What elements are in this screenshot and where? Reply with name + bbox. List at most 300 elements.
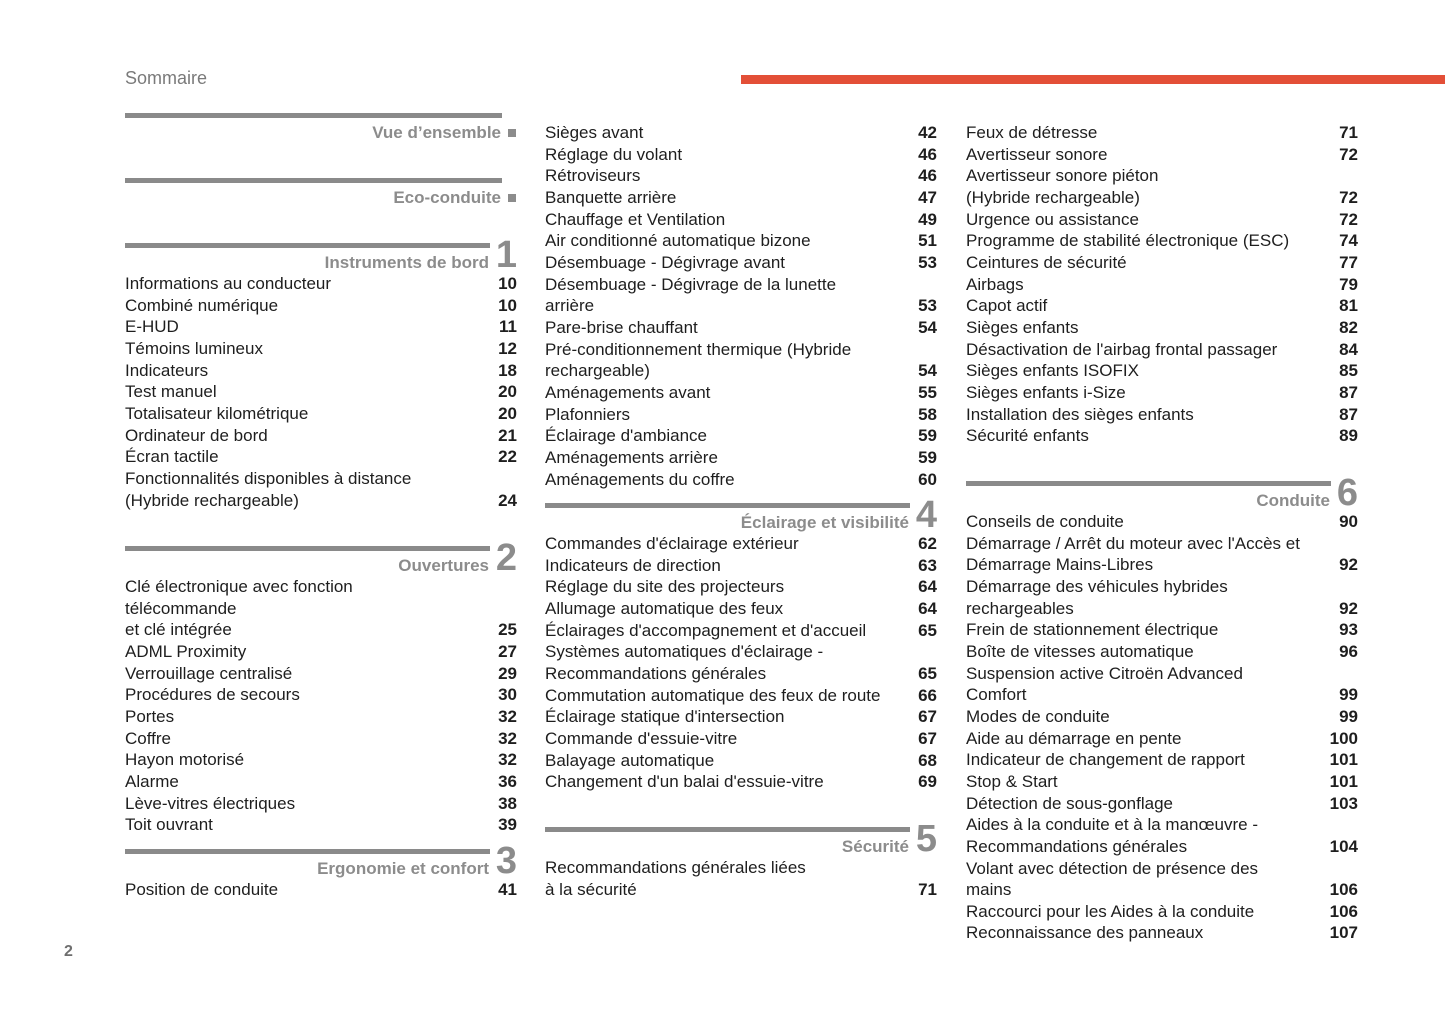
toc-entry[interactable] [545,533,937,555]
toc-entry[interactable] [966,814,1358,857]
toc-entry-line: Hayon motorisé [125,750,245,770]
entries [125,576,517,836]
toc-entry[interactable] [966,576,1358,619]
toc-entry-line: Position de conduite [125,880,279,899]
toc-entry[interactable] [125,316,517,338]
square-bullet-icon [508,194,516,202]
toc-entry-line: Commande d'essuie-vitre [545,728,738,748]
toc-entry[interactable] [545,187,937,209]
toc-entry[interactable] [966,901,1358,923]
toc-entry-line: E-HUD [125,317,179,337]
toc-entry-page: 10 [498,274,517,293]
toc-entry-label [545,339,937,382]
toc-entry-page: 92 [1339,555,1358,575]
toc-entry-line: Coffre [125,728,171,748]
toc-entry[interactable] [125,663,517,685]
toc-entry[interactable] [545,771,937,793]
toc-entry-page: 71 [1339,123,1358,142]
toc-entry-line: Aménagements du coffre [545,469,735,489]
toc-entry-page: 85 [1339,361,1358,381]
toc-entry-page: 10 [498,295,517,315]
toc-entry-line: Toit ouvrant [125,815,213,835]
toc-entry[interactable] [966,922,1358,944]
toc-entry[interactable] [966,728,1358,750]
toc-entry[interactable] [545,706,937,728]
toc-entry-label [966,252,1358,274]
toc-entry-label [545,144,937,166]
toc-entry-label [966,793,1358,815]
toc-entry-label [545,533,937,555]
toc-entry[interactable] [966,793,1358,815]
toc-entry[interactable] [545,382,937,404]
toc-entry-line: Combiné numérique [125,295,279,315]
toc-entry[interactable] [545,122,937,144]
toc-entry-line: Commutation automatique des feux de route [545,685,881,705]
toc-entry-line: Témoins lumineux [125,338,263,358]
toc-entry[interactable] [125,749,517,771]
toc-entry[interactable] [545,598,937,620]
toc-entry-label [545,404,937,426]
toc-entry-line: Avertisseur sonore piéton [966,166,1159,186]
toc-entry-label [125,338,517,360]
toc-entry-label [966,317,1358,339]
toc-entry[interactable] [545,857,937,900]
toc-entry-line: Réglage du site des projecteurs [545,577,785,597]
toc-entry-line: Rétroviseurs [545,166,641,186]
toc-entry[interactable] [545,339,937,382]
toc-entry-line: Procédures de secours [125,685,300,705]
toc-entry-line: Aménagements arrière [545,447,718,467]
toc-entry-label [125,706,517,728]
toc-entry[interactable] [125,814,517,836]
toc-entry-line: Indicateur de changement de rapport [966,750,1245,770]
toc-entry-page: 20 [498,382,517,402]
toc-entry-label [125,446,517,468]
toc-entry-page: 69 [918,772,937,792]
toc-entry-page: 53 [918,296,937,316]
toc-entry-label [966,641,1358,663]
toc-entry[interactable] [966,230,1358,252]
toc-entry[interactable] [125,360,517,382]
toc-entry-line: Sièges enfants ISOFIX [966,361,1139,381]
toc-entry-label [966,230,1358,252]
toc-entry[interactable] [966,404,1358,426]
section-rule [125,849,490,854]
toc-entry-line: Démarrage Mains-Libres [966,555,1154,575]
toc-entry-page: 27 [498,641,517,661]
toc-entry-label [125,425,517,447]
toc-entry-label [545,620,937,642]
toc-entry-page: 77 [1339,252,1358,272]
toc-entry-page: 99 [1339,706,1358,726]
entries [125,879,517,901]
toc-entry-label [545,771,937,793]
toc-entry-page: 72 [1339,144,1358,164]
toc-entry[interactable] [125,879,517,901]
toc-entry-label [966,814,1358,857]
toc-entry[interactable] [545,447,937,469]
toc-entry[interactable] [125,706,517,728]
toc-entry-page: 46 [918,144,937,164]
toc-entry-line: Ceintures de sécurité [966,252,1127,272]
toc-entry-line: Airbags [966,274,1024,294]
toc-entry[interactable] [966,858,1358,901]
toc-entry-label [966,425,1358,447]
toc-entry-line: Pré-conditionnement thermique (Hybride [545,339,852,359]
toc-entry-line: Capot actif [966,296,1048,316]
toc-entry-label [545,447,937,469]
toc-entry-line: Totalisateur kilométrique [125,403,309,423]
toc-entry-page: 30 [498,685,517,705]
toc-entry-line: Boîte de vitesses automatique [966,641,1194,661]
toc-entry-line: Informations au conducteur [125,274,332,293]
toc-entry-label [125,403,517,425]
toc-entry-label [125,814,517,836]
section-number: 1 [495,234,517,276]
section-header-eco-conduite[interactable] [125,178,517,218]
toc-entry[interactable] [545,317,937,339]
entries [545,533,937,793]
toc-entry-label [545,555,937,577]
toc-entry-page: 103 [1329,793,1358,813]
toc-entry[interactable] [966,339,1358,361]
toc-entry-line: Pare-brise chauffant [545,317,698,337]
toc-entry-line: Programme de stabilité électronique (ESC) [966,231,1290,251]
toc-entry-line: Volant avec détection de présence des mains [966,858,1259,900]
toc-entry[interactable] [966,382,1358,404]
toc-entry-label [125,728,517,750]
toc-entry[interactable] [125,728,517,750]
toc-entry[interactable] [545,728,937,750]
toc-entry[interactable] [966,619,1358,641]
toc-entry[interactable] [966,317,1358,339]
toc-entry-page: 38 [498,793,517,813]
toc-entry[interactable] [545,620,937,642]
section-number: 6 [1336,472,1358,514]
toc-entry-label [125,663,517,685]
toc-entry-page: 99 [1339,685,1358,705]
toc-entry[interactable] [966,511,1358,533]
toc-entry[interactable] [545,641,937,684]
toc-entry-line: Modes de conduite [966,706,1110,726]
toc-entry-page: 29 [498,663,517,683]
toc-entry-label [125,793,517,815]
toc-entry[interactable] [125,273,517,295]
toc-entry-line: Recommandations générales [545,663,767,683]
page-number: 2 [64,943,73,960]
toc-entry-page: 101 [1329,771,1358,791]
toc-entry-page: 67 [918,728,937,748]
toc-entry-label [966,749,1358,771]
section-rule [545,827,910,832]
toc-entry-line: Aide au démarrage en pente [966,728,1182,748]
toc-entry-line: Portes [125,706,175,726]
toc-entry[interactable] [545,685,937,707]
toc-entry[interactable] [966,295,1358,317]
toc-entry-line: Aides à la conduite et à la manœuvre - [966,815,1258,835]
toc-entry-page: 87 [1339,382,1358,402]
toc-entry-line: Indicateurs de direction [545,555,721,575]
toc-entry-page: 82 [1339,317,1358,337]
toc-entry-page: 71 [918,879,937,899]
entries [545,122,937,490]
toc-entry-page: 54 [918,361,937,381]
toc-entry-line: (Hybride rechargeable) [125,490,299,510]
toc-entry-page: 101 [1329,750,1358,770]
toc-entry-label [966,360,1358,382]
toc-entry[interactable] [125,446,517,468]
toc-entry-page: 55 [918,382,937,402]
toc-entry-page: 64 [918,577,937,597]
toc-entry-page: 96 [1339,641,1358,661]
toc-entry-label [545,469,937,491]
toc-entry[interactable] [125,425,517,447]
toc-entry-line: Avertisseur sonore [966,144,1108,164]
section-number: 3 [495,840,517,882]
toc-entry-page: 51 [918,231,937,251]
toc-entry[interactable] [125,468,517,511]
toc-entry-page: 46 [918,166,937,186]
toc-entry-label [966,771,1358,793]
toc-entry-label [966,339,1358,361]
toc-entry-line: Sièges avant [545,123,644,142]
toc-entry-page: 59 [918,447,937,467]
toc-entry[interactable] [545,252,937,274]
toc-entry-label [545,122,937,144]
section-title: Vue d’ensemble [372,123,501,142]
toc-entry-page: 65 [918,620,937,640]
section-title: Conduite [1256,491,1330,510]
section-title: Ergonomie et confort [317,859,489,878]
toc-entry-line: et clé intégrée [125,620,232,640]
toc-entry[interactable] [545,230,937,252]
toc-entry-page: 47 [918,187,937,207]
toc-entry-label [545,728,937,750]
toc-entry-label [125,360,517,382]
page-title: Sommaire [125,68,208,88]
toc-entry-line: Raccourci pour les Aides à la conduite [966,901,1255,921]
toc-entry-line: Recommandations générales [966,836,1188,856]
toc-entry-page: 36 [498,771,517,791]
toc-entry-line: Verrouillage centralisé [125,663,293,683]
toc-entry[interactable] [545,425,937,447]
toc-entry-label [545,425,937,447]
toc-entry-page: 21 [498,425,517,445]
toc-entry-label [545,165,937,187]
toc-entry[interactable] [125,684,517,706]
toc-entry[interactable] [125,793,517,815]
toc-entry[interactable] [545,750,937,772]
section-title: Sécurité [841,837,909,856]
toc-entry-label [966,382,1358,404]
section-title: Ouvertures [398,556,489,575]
toc-entry[interactable] [966,122,1358,144]
section-number: 4 [915,494,937,536]
toc-entry-page: 11 [499,317,517,337]
toc-entry-line: Installation des sièges enfants [966,404,1194,424]
toc-entry-page: 93 [1339,620,1358,640]
toc-entry-label [125,381,517,403]
toc-entry-line: Lève-vitres électriques [125,793,296,813]
toc-entry-line: Commandes d'éclairage extérieur [545,534,799,553]
toc-entry-label [125,641,517,663]
section-title: Eco-conduite [393,188,501,207]
toc-entry-line: Reconnaissance des panneaux [966,923,1204,943]
toc-entry[interactable] [966,360,1358,382]
toc-entry-line: Conseils de conduite [966,512,1124,531]
toc-entry-line: Éclairages d'accompagnement et d'accueil [545,620,867,640]
toc-entry-line: Chauffage et Ventilation [545,209,726,229]
toc-entry[interactable] [125,576,517,641]
toc-entry-page: 107 [1329,923,1358,943]
toc-entry-page: 67 [918,707,937,727]
toc-entry[interactable] [125,403,517,425]
toc-entry-page: 20 [498,403,517,423]
toc-entry-page: 89 [1339,426,1358,446]
section-title: Instruments de bord [324,253,489,272]
toc-entry-line: Urgence ou assistance [966,209,1139,229]
section-rule [966,481,1331,486]
toc-entry-line: Sécurité enfants [966,426,1089,446]
toc-entry-label [966,901,1358,923]
toc-entry-line: Feux de détresse [966,123,1098,142]
toc-entry-page: 62 [918,534,937,553]
toc-entry[interactable] [966,663,1358,706]
toc-entry-page: 90 [1339,512,1358,531]
section-rule [125,178,502,183]
section-title: Éclairage et visibilité [740,513,909,532]
toc-entry-label [545,750,937,772]
toc-entry-line: Suspension active Citroën Advanced Comfort [966,663,1243,705]
toc-entry-label [966,576,1358,619]
toc-entry[interactable] [966,252,1358,274]
toc-entry-label [125,273,517,295]
toc-entry[interactable] [966,165,1358,208]
toc-entry[interactable] [545,469,937,491]
toc-entry[interactable] [545,404,937,426]
toc-entry-line: Sièges enfants [966,317,1079,337]
toc-entry-label [545,274,937,317]
section-header-vue-ensemble[interactable] [125,113,517,153]
toc-entry-page: 87 [1339,404,1358,424]
toc-entry-page: 72 [1339,209,1358,229]
toc-entry-label [545,685,937,707]
toc-entry-page: 22 [498,447,517,467]
toc-entry[interactable] [545,165,937,187]
toc-entry[interactable] [966,749,1358,771]
toc-entry-page: 41 [498,880,517,899]
section-rule [545,503,910,508]
toc-entry[interactable] [966,533,1358,576]
toc-entry-line: Systèmes automatiques d'éclairage - [545,642,824,662]
toc-entry-label [966,728,1358,750]
toc-entry-line: Alarme [125,771,179,791]
toc-entry-page: 24 [498,490,517,510]
toc-entry[interactable] [966,144,1358,166]
toc-entry-label [125,576,517,641]
toc-entry-label [966,144,1358,166]
section-number: 5 [915,818,937,860]
toc-entry-line: Air conditionné automatique bizone [545,231,811,251]
toc-entry-label [125,771,517,793]
toc-entry[interactable] [545,274,937,317]
toc-entry[interactable] [545,576,937,598]
toc-entry[interactable] [125,641,517,663]
toc-entry-label [545,382,937,404]
toc-entry-line: Fonctionnalités disponibles à distance [125,468,412,488]
toc-entry-page: 39 [498,815,517,835]
toc-entry[interactable] [966,209,1358,231]
toc-entry[interactable] [966,641,1358,663]
toc-entry[interactable] [966,425,1358,447]
toc-entry-page: 68 [918,750,937,770]
toc-entry-page: 81 [1339,296,1358,316]
toc-entry-label [125,316,517,338]
toc-entry-page: 100 [1329,728,1358,748]
toc-entry-label [966,858,1358,901]
toc-entry[interactable] [545,209,937,231]
toc-entry-page: 72 [1339,187,1358,207]
toc-entry-page: 65 [918,663,937,683]
toc-entry-line: Désembuage - Dégivrage avant [545,252,786,272]
entries [125,273,517,511]
toc-entry[interactable] [966,274,1358,296]
toc-entry[interactable] [125,381,517,403]
section-rule [125,113,502,118]
toc-entry-line: Démarrage / Arrêt du moteur avec l'Accès et [966,533,1300,553]
toc-entry-label [966,274,1358,296]
toc-entry-page: 32 [498,706,517,726]
toc-entry-label [125,879,517,901]
toc-entry-page: 79 [1339,274,1358,294]
toc-entry[interactable] [966,706,1358,728]
toc-entry-line: Test manuel [125,382,217,402]
toc-entry-line: ADML Proximity [125,641,247,661]
toc-entry-page: 58 [918,404,937,424]
toc-entry[interactable] [125,771,517,793]
toc-entry-label [545,209,937,231]
toc-entry[interactable] [545,555,937,577]
toc-entry-line: Démarrage des véhicules hybrides [966,576,1228,596]
entries [966,511,1358,944]
toc-entry-page: 66 [918,685,937,705]
toc-entry-page: 32 [498,728,517,748]
entries [966,122,1358,447]
toc-entry[interactable] [125,295,517,317]
toc-entry-line: rechargeables [966,598,1074,618]
toc-entry-line: rechargeable) [545,361,650,381]
toc-entry-page: 106 [1329,880,1358,900]
toc-entry-page: 54 [918,317,937,337]
toc-entry-line: Réglage du volant [545,144,683,164]
toc-entry[interactable] [125,338,517,360]
toc-entry-page: 25 [498,620,517,640]
toc-entry-line: Aménagements avant [545,382,711,402]
toc-entry-label [125,684,517,706]
toc-entry-label [966,533,1358,576]
toc-entry[interactable] [545,144,937,166]
toc-entry-page: 106 [1329,901,1358,921]
toc-entry[interactable] [966,771,1358,793]
toc-entry-label [545,317,937,339]
toc-entry-line: Changement d'un balai d'essuie-vitre [545,772,824,792]
toc-entry-label [966,511,1358,533]
toc-entry-line: Indicateurs [125,360,209,380]
toc-entry-line: Désembuage - Dégivrage de la lunette arrière [545,274,837,316]
toc-entry-line: Frein de stationnement électrique [966,620,1219,640]
toc-entry-label [966,663,1358,706]
toc-entry-line: Recommandations générales liées [545,858,806,877]
